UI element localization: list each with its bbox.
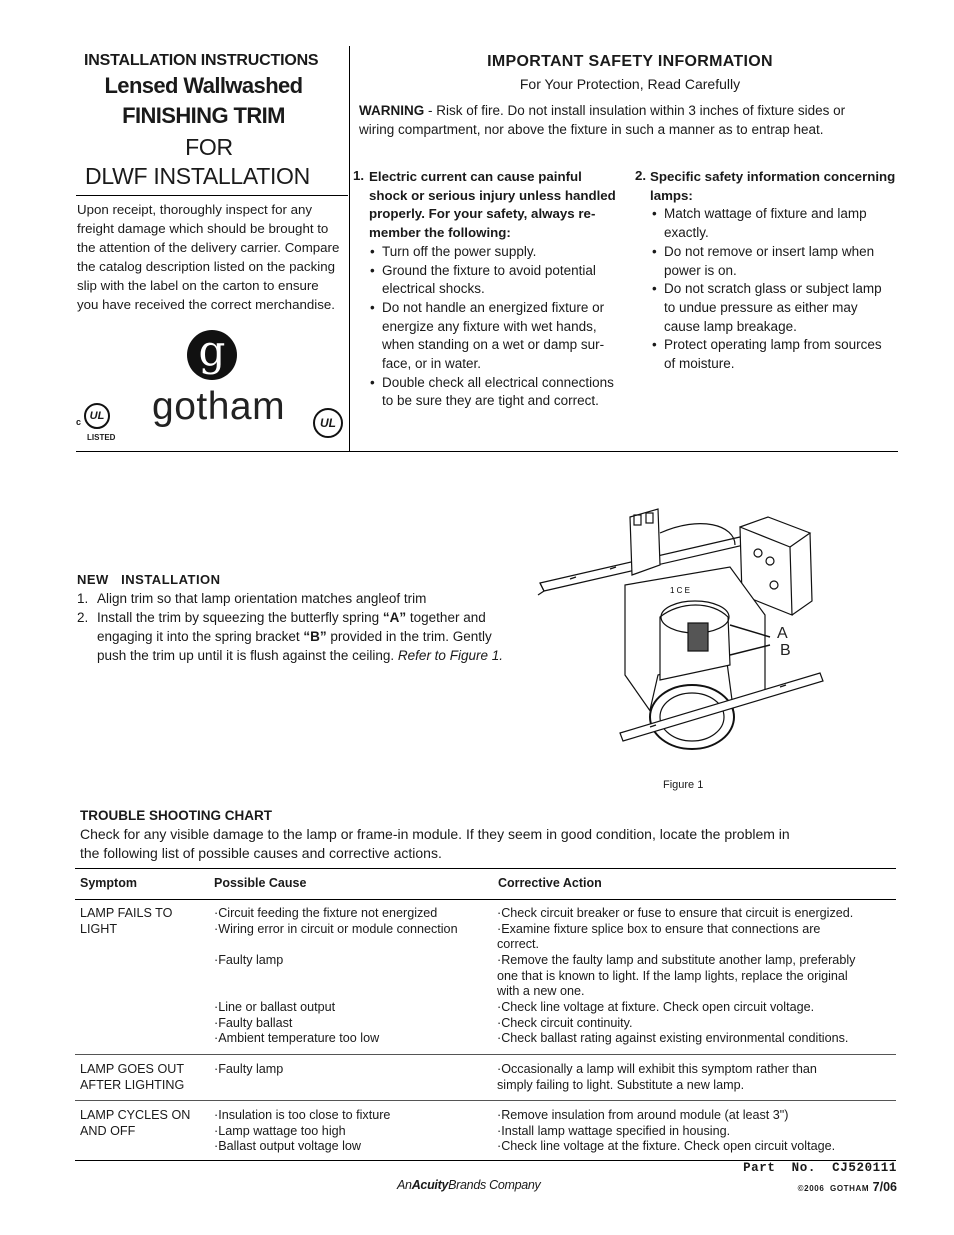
table-cell-action: ·Remove insulation from around module (at least 3") ·Install lamp wattage specified in housing. ·Check line voltage at the fixture. Check open circuit voltage. <box>497 1108 836 1154</box>
new-installation-steps <box>77 589 517 665</box>
step-2: 2. Install the trim by squeezing the butterfly spring “A” together and engaging it into the spring bracket “B” provided in the trim. Gently push the trim up until it is flush against the ceiling. Refer to Figure 1. <box>77 610 503 663</box>
table-cell-cause: ·Line or ballast output ·Faulty ballast ·Ambient temperature too low <box>214 1000 380 1046</box>
title-line-1: Lensed Wallwashed <box>104 73 303 98</box>
list-item: • Turn off the power supply. <box>368 243 620 262</box>
list-item: • Do not scratch glass or subject lamp to undue pressure as either may cause lamp breakage. <box>650 280 885 336</box>
lamps-bullets <box>650 205 885 373</box>
list-item: • Do not remove or insert lamp when power is on. <box>650 243 885 280</box>
warning-label: WARNING <box>359 103 425 118</box>
warning-paragraph <box>359 101 879 139</box>
intro-line: the catalog description listed on the packing <box>77 259 335 274</box>
column-header-cause: Possible Cause <box>214 876 307 890</box>
gotham-wordmark: gotham <box>152 385 286 428</box>
troubleshooting-intro: Check for any visible damage to the lamp or frame-in module. If they seem in good condition, locate the problem in the following list of possible causes and corrective actions. <box>80 826 790 861</box>
figure-caption: Figure 1 <box>663 779 704 791</box>
list-item: • Do not handle an energized fixture or energize any fixture with wet hands, when standing on a wet or damp sur-face, or in water. <box>368 299 620 374</box>
label-a: A <box>777 625 788 642</box>
label-b: B <box>780 642 791 659</box>
column-header-symptom: Symptom <box>80 876 137 890</box>
safety-section-lamps: 2. Specific safety information concerning lamps: • Match wattage of fixture and lamp exactly. • Do not remove or insert lamp when power is on. • Do not scratch glass or subject lamp to undue pressure as either may cause lamp breakage. • Protect operating lamp from sources of moisture. <box>635 168 900 374</box>
electric-heading: Electric current can cause painful shock or serious injury unless handled properly. For your safety, always re- member the following: <box>369 169 616 241</box>
table-row-symptom: LAMP FAILS TO LIGHT <box>80 906 173 936</box>
safety-subtitle: For Your Protection, Read Carefully <box>519 76 741 92</box>
intro-line: you have received the correct merchandise. <box>77 297 335 312</box>
safety-section-electric: 1. Electric current can cause painful shock or serious injury unless handled properly. For your safety, always re- member the following: • Turn off the power supply. • Ground the fixture to avoid potential electrical shocks. • Do not handle an energized fixture or energize any fixture with wet hands, when standing on a wet or damp sur-face, or in water. • Double check all electrical connections to be sure they are tight and correct. <box>353 168 625 411</box>
copyright-line: ©2006 GOTHAM 7/06 <box>797 1180 897 1194</box>
gotham-logo-icon: g <box>187 330 237 380</box>
instructions-kicker: INSTALLATION INSTRUCTIONS <box>84 52 319 69</box>
list-item: • Ground the fixture to avoid potential electrical shocks. <box>368 262 620 299</box>
table-row-rule <box>75 1100 896 1101</box>
header-vertical-divider <box>349 46 350 451</box>
list-item: • Protect operating lamp from sources of moisture. <box>650 336 885 373</box>
new-installation-title: NEW INSTALLATION <box>77 572 221 587</box>
intro-line: Upon receipt, thoroughly inspect for any <box>77 202 313 217</box>
step-1: 1. Align trim so that lamp orientation matches angleof trim <box>77 591 427 606</box>
lamps-heading: Specific safety information concerning lamps: <box>650 169 896 203</box>
table-cell-cause: ·Insulation is too close to fixture ·Lamp wattage too high ·Ballast output voltage low <box>214 1108 391 1154</box>
table-cell-action: ·Check line voltage at fixture. Check open circuit voltage. ·Check circuit continuity. ·Check ballast rating against existing environmental conditions. <box>497 1000 849 1046</box>
title-divider <box>76 195 348 196</box>
electric-bullets <box>368 243 620 411</box>
warning-text: - Risk of fire. Do not install insulation within 3 inches of fixture sides or wiring compartment, nor above the fixture in such a manner as to entrap heat. <box>359 103 846 137</box>
trim-installation-figure <box>530 505 830 765</box>
intro-line: slip with the label on the carton to ensure <box>77 278 319 293</box>
table-row-rule <box>75 1054 896 1055</box>
list-item: • Match wattage of fixture and lamp exactly. <box>650 205 885 242</box>
table-cell-action: ·Remove the faulty lamp and substitute another lamp, preferably one that is known to light. If the lamp lights, replace the original with a new one. <box>497 953 856 999</box>
table-row-symptom: LAMP CYCLES ON AND OFF <box>80 1108 191 1138</box>
table-cell-action: ·Check circuit breaker or fuse to ensure that circuit is energized. ·Examine fixture splice box to ensure that connections are correct. <box>497 906 854 952</box>
fixture-label-text: 1 C E <box>670 586 691 595</box>
list-item: • Double check all electrical connections to be sure they are tight and correct. <box>368 374 620 411</box>
table-cell-cause: ·Faulty lamp <box>214 1062 284 1076</box>
intro-line: the attention of the delivery carrier. Compare <box>77 240 340 255</box>
part-number: Part No. CJ520111 <box>743 1161 897 1175</box>
table-row-symptom: LAMP GOES OUT AFTER LIGHTING <box>80 1062 185 1092</box>
intro-paragraph <box>77 200 347 314</box>
table-cell-action: ·Occasionally a lamp will exhibit this symptom rather than simply failing to light. Substitute a new lamp. <box>497 1062 817 1092</box>
table-cell-cause: ·Faulty lamp <box>214 953 284 967</box>
table-header-rule <box>75 899 896 900</box>
column-header-action: Corrective Action <box>498 876 602 890</box>
header-bottom-rule <box>76 451 898 452</box>
title-for: FOR <box>185 134 233 160</box>
title-line-2: FINISHING TRIM <box>122 103 285 128</box>
lamp-socket <box>688 623 708 651</box>
troubleshooting-title: TROUBLE SHOOTING CHART <box>80 808 272 823</box>
table-cell-cause: ·Circuit feeding the fixture not energized ·Wiring error in circuit or module connection <box>214 906 458 936</box>
intro-line: freight damage which should be brought to <box>77 221 329 236</box>
ul-mark: UL <box>313 408 343 438</box>
table-top-rule <box>75 868 896 869</box>
title-installation: DLWF INSTALLATION <box>85 163 310 189</box>
safety-title: IMPORTANT SAFETY INFORMATION <box>487 53 773 70</box>
acuity-brands-logo: AnAcuityBrands Company <box>397 1178 541 1192</box>
